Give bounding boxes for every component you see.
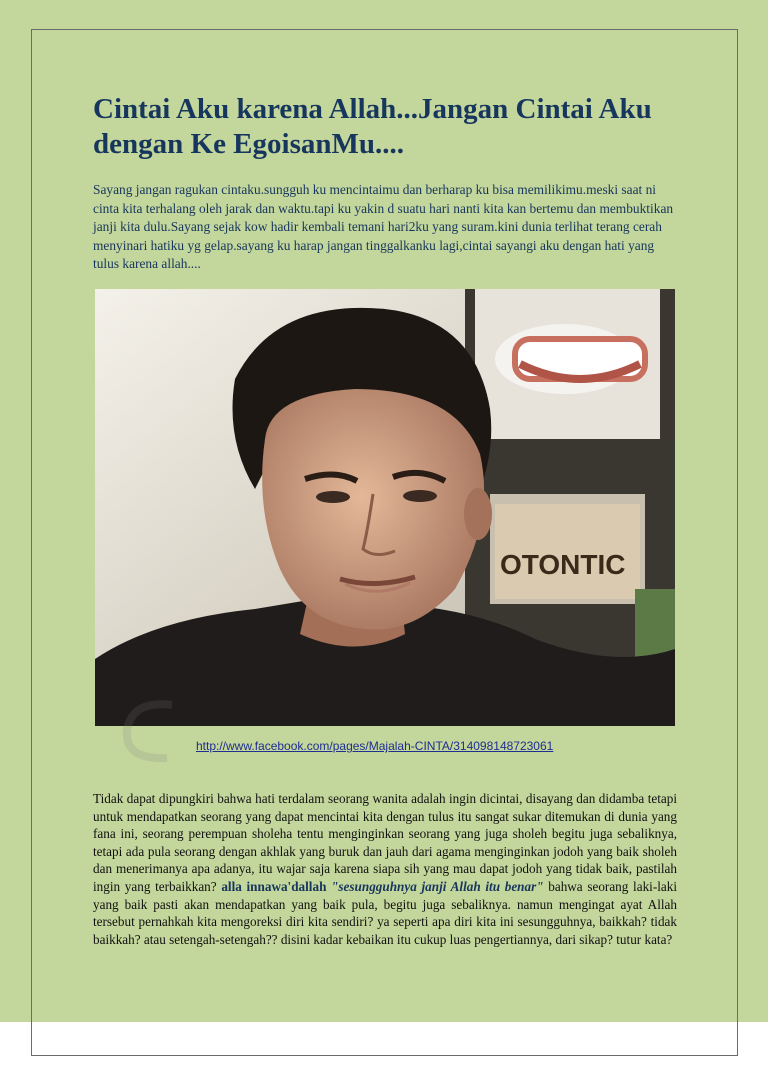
body-quote: "sesungguhnya janji Allah itu benar" bbox=[331, 878, 544, 894]
intro-paragraph: Sayang jangan ragukan cintaku.sungguh ku mencintaimu dan berharap ku bisa memilikimu.meski saat ni cinta kita terhalang oleh jarak dan waktu.tapi ku yakin d suatu hari nanti kita kan bertemu dan membuktikan janji kita dulu.Sayang sejak kow hadir kembali temani hari2ku yang suram.kini dunia terlihat terang cerah menyinari hatiku yg gelap.sayang ku harap jangan tinggalkanku lagi,cintai sayangi aku dengan hati yang tulus karena allah.... bbox=[93, 182, 674, 272]
portrait-photo bbox=[95, 289, 675, 726]
facebook-link[interactable]: http://www.facebook.com/pages/Majalah-CINTA/314098148723061 bbox=[196, 739, 554, 753]
poster-text: OTONTIC bbox=[500, 549, 626, 580]
body-text-part1: Tidak dapat dipungkiri bahwa hati terdalam seorang wanita adalah ingin dicintai, disayang dan didamba tetapi untuk mendapatkan seorang yang dapat mencintai kita dengan tulus itu sangat sukar ditemukan di dunia yang fana ini, seorang perempuan sholeha tentu menginginkan seorang yang juga sholeh begitu juga sebaliknya, tetapi ada pula seorang dengan akhlak yang buruk dan jauh dari agama menginginkan jodoh yang baik sholeh dan menerimanya apa adanya, itu wajar saja karena siapa sih yang mau dapat jodoh yang tidak baik, pastilah ingin yang terbaikkan? bbox=[93, 791, 677, 894]
document-title: Cintai Aku karena Allah...Jangan Cintai Aku dengan Ke EgoisanMu.... bbox=[93, 93, 652, 160]
body-paragraph bbox=[93, 790, 677, 948]
watermark-logo bbox=[112, 690, 192, 770]
body-emphasis: alla innawa'dallah bbox=[221, 878, 332, 894]
body-text-part2: bahwa seorang laki-laki yang baik pasti akan mendapatkan yang baik pula, begitu juga sebaliknya. namun mengingat ayat Allah tersebut pernahkah kita mengoreksi diri kita sendiri? ya seperti apa diri kita ini sesungguhnya, baikkah? tidak baikkah? atau setengah-setengah?? disini kadar kebaikan itu cukup luas pengertiannya, dari sikap? tutur kata? bbox=[93, 878, 677, 947]
